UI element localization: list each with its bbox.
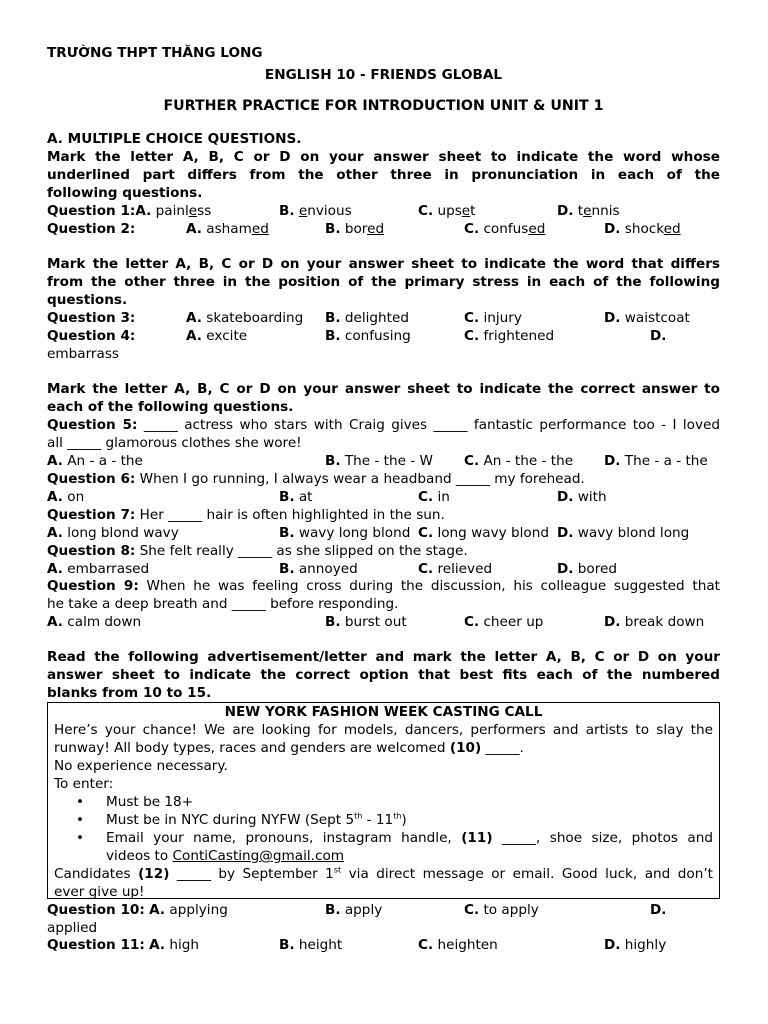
question-label: Question 2: (47, 221, 136, 237)
option-b (279, 560, 358, 578)
option-text: An - the - the (479, 453, 574, 469)
option-text: asham (201, 221, 252, 237)
option-text: calm down (62, 614, 142, 630)
option-c (464, 452, 573, 470)
bullet-icon: • (76, 830, 85, 846)
option-text: skateboarding (201, 310, 304, 326)
question-label: Question 5: (47, 417, 138, 433)
option-text: t (573, 203, 584, 219)
instruction-line: each of the following questions. (47, 399, 294, 415)
question-8 (47, 542, 720, 560)
option-text: high (165, 937, 200, 953)
option-text: to apply (479, 902, 539, 918)
option-letter: B. (325, 310, 341, 326)
option-text: apply (340, 902, 383, 918)
question-label: Question 7: (47, 507, 136, 523)
instruction-line: blanks from 10 to 15. (47, 685, 212, 701)
option-text: bor (340, 221, 368, 237)
option-a (186, 327, 247, 345)
question-text: When he was feeling cross during the discussion, his colleague suggested that (138, 578, 720, 594)
ad-paragraph-line (54, 865, 713, 883)
instruction-line: Mark the letter A, B, C or D on your answer sheet to indicate the word whose (47, 149, 720, 165)
bullet-text-part: _____, shoe size, photos and (492, 830, 713, 846)
option-letter: C. (464, 902, 480, 918)
option-letter: B. (325, 902, 341, 918)
option-c (464, 220, 545, 238)
question-7 (47, 506, 720, 524)
question-text: he take a deep breath and _____ before responding. (47, 596, 399, 612)
option-text: shock (620, 221, 664, 237)
option-d (557, 202, 620, 220)
option-text: frightened (479, 328, 555, 344)
option-text: applying (165, 902, 228, 918)
ad-text: runway! All body types, races and genders are welcomed (54, 740, 450, 756)
option-letter: B. (325, 453, 341, 469)
question-11 (47, 936, 720, 954)
option-a (47, 614, 141, 630)
option-c (418, 936, 498, 954)
option-letter: B. (325, 221, 341, 237)
option-letter: D. (604, 221, 621, 237)
bullet-text: Must be 18+ (106, 794, 194, 810)
option-text: The - a - the (620, 453, 708, 469)
option-letter: D. (557, 561, 574, 577)
question-5 (47, 416, 720, 434)
option-text: height (294, 937, 343, 953)
option-letter: C. (464, 310, 480, 326)
option-b (279, 488, 313, 506)
option-letter: A. (186, 310, 202, 326)
question-9 (47, 577, 720, 595)
option-d (604, 220, 681, 238)
email-link[interactable]: ContiCasting@gmail.com (172, 848, 345, 864)
option-letter: A. (186, 328, 202, 344)
option-text: heighten (433, 937, 498, 953)
option-text: delighted (340, 310, 409, 326)
option-d (604, 936, 666, 954)
question-label: Question 8: (47, 543, 136, 559)
option-d (604, 452, 708, 470)
option-text: cheer up (479, 614, 544, 630)
instruction-line: from the other three in the position of the primary stress in each of the following (47, 274, 720, 290)
option-letter: C. (418, 561, 434, 577)
instruction-line: Mark the letter A, B, C or D on your answer sheet to indicate the correct answer to (47, 381, 720, 397)
question-2 (47, 220, 720, 238)
advertisement-box (47, 702, 720, 899)
question-6 (47, 470, 720, 488)
ad-text: via direct message or email. Good luck, and don’t (341, 866, 714, 882)
instruction-line: Mark the letter A, B, C or D on your answer sheet to indicate the word that differs (47, 256, 720, 272)
option-text: wavy blond long (573, 525, 690, 541)
option-letter: A. (47, 489, 63, 505)
option-b (325, 309, 409, 327)
question-text: She felt really _____ as she slipped on the stage. (135, 543, 468, 559)
underlined-part: ed (663, 221, 681, 237)
option-c (464, 613, 543, 631)
option-text: at (294, 489, 313, 505)
option-b (325, 220, 384, 238)
option-letter: C. (464, 453, 480, 469)
question-label: Question 4: (47, 328, 136, 344)
option-letter: A. (149, 902, 166, 918)
question-label: Question 3: (47, 310, 136, 326)
option-letter: A. (47, 525, 63, 541)
question-4 (47, 327, 720, 345)
option-text: burst out (340, 614, 407, 630)
question-label: Question 6: (47, 471, 136, 487)
question-text: Her _____ hair is often highlighted in the sun. (135, 507, 445, 523)
option-text: with (573, 489, 607, 505)
option-a (47, 525, 179, 541)
option-text: break down (620, 614, 705, 630)
option-letter: D. (557, 489, 574, 505)
option-text: in (433, 489, 450, 505)
option-letter: C. (464, 221, 480, 237)
option-letter: D. (604, 937, 621, 953)
question-6-options (47, 488, 720, 506)
option-text: nnis (591, 203, 620, 219)
superscript: st (333, 865, 342, 875)
option-letter: B. (279, 525, 295, 541)
underlined-part: e (583, 203, 592, 219)
option-letter: A. (149, 937, 166, 953)
option-text: excite (201, 328, 248, 344)
question-3 (47, 309, 720, 327)
question-text: _____ actress who stars with Craig gives _____ fantastic performance too - I loved (137, 417, 720, 433)
ad-paragraph-line: No experience necessary. (54, 758, 228, 774)
bullet-text (106, 811, 407, 829)
option-d (557, 488, 607, 506)
option-letter: D. (604, 453, 621, 469)
course-title: ENGLISH 10 - FRIENDS GLOBAL (264, 67, 503, 83)
option-b (325, 452, 433, 470)
underlined-part: ed (367, 221, 385, 237)
option-letter: D. (557, 203, 574, 219)
option-c (418, 202, 476, 220)
instruction-line: Read the following advertisement/letter and mark the letter A, B, C or D on your (47, 649, 720, 665)
option-letter: A. (135, 203, 152, 219)
option-text: The - the - W (340, 453, 433, 469)
option-text: on (62, 489, 85, 505)
instruction-line: answer sheet to indicate the correct option that best fits each of the numbered (47, 667, 720, 683)
ad-paragraph-line (54, 739, 713, 757)
option-letter: A. (186, 221, 202, 237)
option-text: highly (620, 937, 667, 953)
option-text: bored (573, 561, 618, 577)
question-label: Question 9: (47, 578, 139, 594)
option-d (604, 309, 690, 327)
option-d (557, 524, 689, 542)
option-c (464, 327, 554, 345)
option-a (47, 489, 84, 505)
question-label: Question 1: (47, 203, 136, 219)
option-text: annoyed (294, 561, 358, 577)
option-letter: C. (464, 614, 480, 630)
option-b (325, 327, 411, 345)
bullet-icon: • (76, 812, 85, 828)
option-letter: C. (418, 937, 434, 953)
question-8-options (47, 560, 720, 578)
underlined-part: ed (528, 221, 546, 237)
ad-paragraph-line: Here’s your chance! We are looking for models, dancers, performers and artists to slay the (54, 722, 713, 738)
option-text: injury (479, 310, 522, 326)
option-text: ups (433, 203, 462, 219)
question-text: all _____ glamorous clothes she wore! (47, 435, 302, 451)
option-text: confusing (340, 328, 411, 344)
option-text: long wavy blond (433, 525, 549, 541)
option-d-letter: D. (650, 328, 667, 344)
question-7-options (47, 524, 720, 542)
option-text: An - a - the (62, 453, 143, 469)
superscript: th (354, 811, 363, 821)
option-letter: B. (325, 614, 341, 630)
ad-title: NEW YORK FASHION WEEK CASTING CALL (224, 704, 543, 720)
option-b (325, 613, 407, 631)
option-text: relieved (433, 561, 493, 577)
option-d-text: applied (47, 920, 98, 936)
option-letter: A. (47, 614, 63, 630)
instruction-line: underlined part differs from the other three in pronunciation in each of the (47, 167, 720, 183)
instruction-line: following questions. (47, 185, 203, 201)
bullet-text-part: ) (401, 812, 407, 828)
option-text: long blond wavy (62, 525, 179, 541)
option-text: embarrased (62, 561, 150, 577)
option-c (418, 488, 450, 506)
option-letter: C. (418, 489, 434, 505)
question-text: When I go running, I always wear a headband _____ my forehead. (135, 471, 585, 487)
option-b (279, 936, 342, 954)
bullet-text-part: Must be in NYC during NYFW (Sept 5 (106, 812, 355, 828)
option-d-letter: D. (650, 902, 667, 918)
bullet-text-part: Email your name, pronouns, instagram handle, (106, 830, 462, 846)
instruction-line: questions. (47, 292, 128, 308)
question-label: Question 11: (47, 937, 145, 953)
option-c (464, 309, 522, 327)
option-d (604, 613, 704, 631)
bullet-text-part: - 11 (362, 812, 394, 828)
option-c (418, 524, 549, 542)
bullet-text-part: videos to (106, 848, 173, 864)
option-a (186, 309, 303, 327)
blank-number: (10) (449, 740, 482, 756)
question-label: Question 10: (47, 902, 145, 918)
section-heading: A. MULTIPLE CHOICE QUESTIONS. (47, 131, 302, 147)
option-letter: B. (279, 937, 295, 953)
option-d (557, 560, 617, 578)
option-letter: B. (279, 489, 295, 505)
option-letter: C. (418, 525, 434, 541)
option-b (325, 901, 382, 919)
option-letter: D. (557, 525, 574, 541)
ad-paragraph-line: ever give up! (54, 884, 145, 900)
blank-number: (12) (138, 866, 170, 882)
question-10 (47, 901, 720, 919)
option-a (47, 453, 143, 469)
option-text: wavy long blond (294, 525, 411, 541)
underlined-part: ed (251, 221, 269, 237)
question-1 (47, 202, 720, 220)
option-letter: B. (279, 561, 295, 577)
option-letter: D. (604, 310, 621, 326)
option-text: t (470, 203, 476, 219)
ad-text: Candidates (54, 866, 139, 882)
option-a (47, 561, 149, 577)
blank-number: (11) (461, 830, 493, 846)
option-text: confus (479, 221, 529, 237)
option-c (418, 560, 492, 578)
option-letter: C. (464, 328, 480, 344)
option-b (279, 202, 352, 220)
bullet-text (106, 829, 713, 847)
option-text: ss (197, 203, 212, 219)
ad-text: _____. (481, 740, 524, 756)
question-5-options (47, 452, 720, 470)
underlined-part: e (298, 203, 308, 219)
option-b (279, 524, 410, 542)
superscript: th (393, 811, 402, 821)
option-letter: A. (47, 561, 63, 577)
option-letter: A. (47, 453, 63, 469)
option-text: painl (151, 203, 189, 219)
option-letter: D. (604, 614, 621, 630)
option-letter: B. (279, 203, 295, 219)
option-text: waistcoat (620, 310, 690, 326)
option-a (186, 220, 269, 238)
bullet-text (106, 847, 344, 865)
option-c (464, 901, 539, 919)
option-text: nvious (307, 203, 352, 219)
ad-paragraph-line: To enter: (54, 776, 114, 792)
ad-text: _____ by September 1 (169, 866, 334, 882)
question-9-options (47, 613, 720, 631)
underlined-part: e (188, 203, 198, 219)
bullet-icon: • (76, 794, 85, 810)
page-title: FURTHER PRACTICE FOR INTRODUCTION UNIT & UNIT 1 (163, 98, 604, 114)
option-letter: B. (325, 328, 341, 344)
option-letter: C. (418, 203, 434, 219)
underlined-part: e (461, 203, 471, 219)
option-d-text: embarrass (47, 346, 119, 362)
school-name: TRƯỜNG THPT THĂNG LONG (47, 45, 263, 61)
